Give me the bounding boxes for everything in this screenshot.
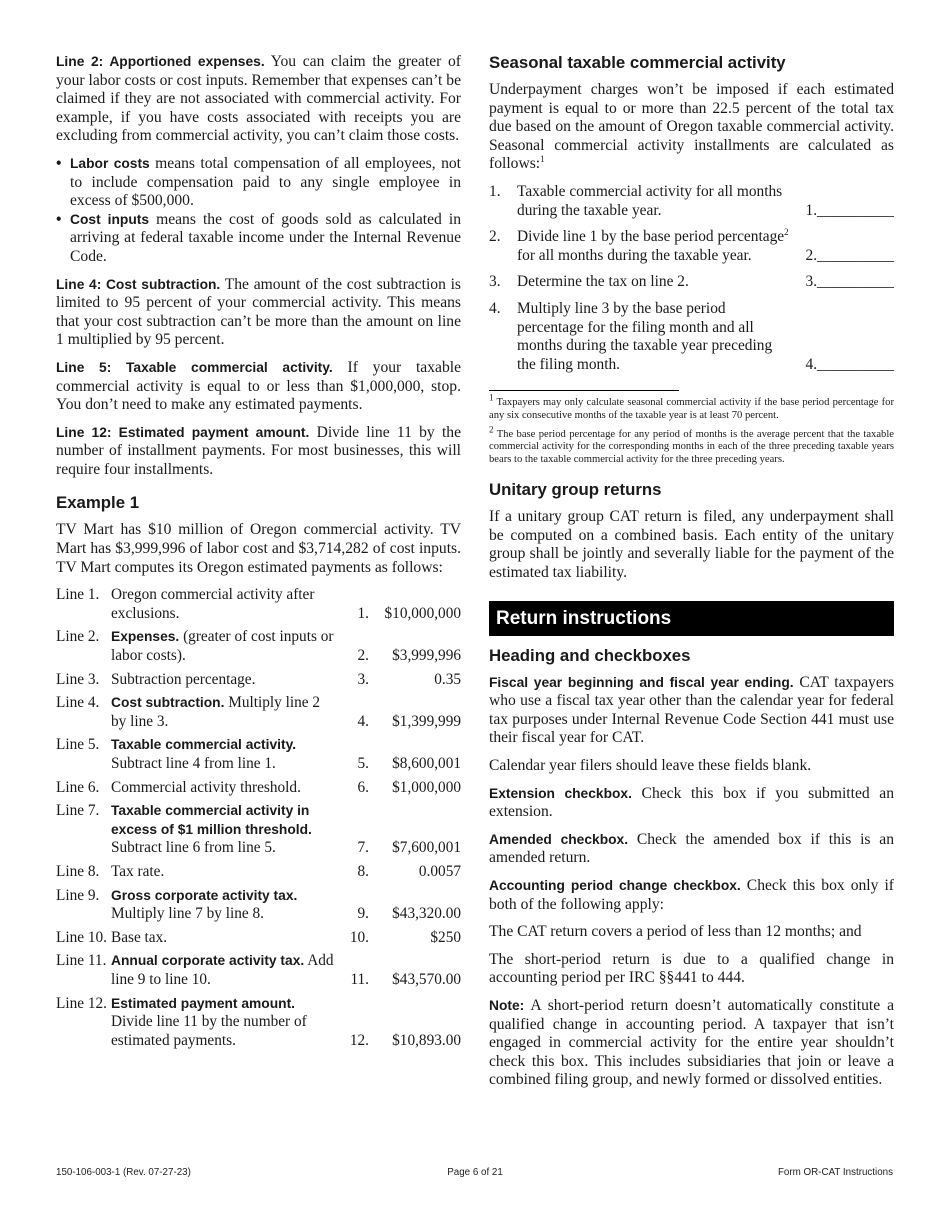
note-text: A short-period return doesn’t automatically constitute a qualified change in accounting period. A taxpayer that isn’t engaged in commercial activity for the entire year shouldn’t check this box. This includes subsidiaries that join or leave a combined filing group, and newly formed or dissolved entities. (489, 996, 894, 1089)
example-line-label: Line 6. (56, 778, 100, 796)
table-row (56, 586, 461, 628)
footnote-marker: 2 (489, 423, 494, 434)
unitary-text: If a unitary group CAT return is filed, any underpayment shall be computed on a combined basis. Each entity of the unitary group shall be jointly and severally liable for the payment of the estimated tax liability. (489, 508, 894, 582)
example-line-value: $1,000,000 (392, 778, 461, 796)
example-line-label: Line 12. (56, 994, 107, 1012)
example-line-label: Line 2. (56, 628, 100, 646)
example-line-description (111, 929, 337, 953)
line2-paragraph (56, 53, 461, 146)
line12-paragraph (56, 424, 461, 480)
table-row (56, 863, 461, 887)
step-text-main: Taxable commercial activity for all months during the taxable year. (517, 182, 783, 219)
condition-1: The CAT return covers a period of less than 12 months; and (489, 923, 862, 941)
example-line-number: 9. (357, 905, 369, 923)
example-line-text: Subtract line 6 from line 5. (111, 839, 276, 857)
example-line-label: Line 4. (56, 694, 100, 712)
example-line-number: 11. (350, 970, 369, 988)
example-line-label: Line 5. (56, 736, 100, 754)
footnote-divider (489, 390, 679, 391)
step-text (517, 300, 794, 382)
note-paragraph (489, 997, 894, 1090)
step-text (517, 183, 794, 228)
fiscal-paragraph (489, 674, 894, 748)
line2-text: You can claim the greater of your labor costs or cost inputs. Remember that expenses can’t be claimed if they are not associated with commercial activity. For example, if you have costs associated with receipts you are excluding from commercial activity, you can’t claim those costs. (56, 53, 461, 145)
step-number: 3. (489, 273, 501, 291)
seasonal-steps-table (489, 183, 894, 382)
example-line-number: 8. (357, 862, 369, 880)
example-line-number: 10. (349, 928, 369, 946)
example-table (56, 586, 461, 1055)
example-line-bold: Taxable commercial activity in excess of $1 million threshold. (111, 803, 312, 837)
table-row (56, 779, 461, 803)
example-line-text: Subtraction percentage. (111, 670, 256, 688)
example-line-value: $43,570.00 (392, 970, 461, 988)
cost-inputs-text: means the cost of goods sold as calculated in arriving at federal taxable income under the Internal Revenue Code. (70, 210, 461, 265)
fiscal-text: CAT taxpayers who use a fiscal tax year other than the calendar year for federal tax purposes under Internal Revenue Code Section 441 must use their fiscal year for CAT. (489, 673, 894, 747)
step-answer-blank: 2.__________ (805, 246, 894, 264)
line12-label: Line 12: Estimated payment amount. (56, 424, 310, 440)
footer-form-name: Form OR-CAT Instructions (777, 1167, 893, 1178)
table-row (56, 802, 461, 863)
step-answer-blank: 4.__________ (805, 355, 894, 373)
table-row (56, 887, 461, 929)
step-text-main: Determine the tax on line 2. (517, 273, 689, 291)
example-line-text: Subtract line 4 from line 1. (111, 755, 276, 772)
step-number: 4. (489, 299, 501, 317)
example-line-value: $1,399,999 (392, 712, 461, 730)
example-line-number: 3. (357, 670, 369, 688)
example-line-number: 12. (349, 1031, 369, 1049)
example-line-bold: Expenses. (111, 629, 180, 645)
example-line-description (111, 952, 337, 994)
example-line-bold: Estimated payment amount. (111, 995, 295, 1011)
table-row (56, 628, 461, 670)
example-line-description (111, 863, 337, 887)
example-line-label: Line 11. (56, 952, 107, 970)
example-line-value: $3,999,996 (392, 647, 461, 665)
table-row (489, 273, 894, 300)
example-line-number: 1. (357, 604, 369, 622)
example-line-description (111, 779, 337, 803)
example-line-text: (greater of cost inputs or labor costs). (111, 628, 334, 665)
line5-label: Line 5: Taxable commercial activity. (56, 359, 333, 375)
example-line-value: $10,893.00 (392, 1031, 461, 1049)
amended-text: Check the amended box if this is an amended return. (489, 830, 894, 867)
calendar-paragraph: Calendar year filers should leave these fields blank. (489, 757, 812, 775)
accounting-text: Check this box only if both of the following apply: (489, 877, 894, 913)
example-line-number: 6. (357, 778, 369, 796)
footnote (489, 423, 894, 467)
table-row (56, 952, 461, 994)
note-label: Note: (489, 997, 525, 1013)
step-text-main: Divide line 1 by the base period percentage (517, 228, 785, 246)
footnote-ref: 2 (784, 227, 789, 238)
step-text (517, 273, 794, 300)
example-line-number: 2. (357, 647, 369, 665)
seasonal-intro (489, 81, 894, 174)
step-text-after: for all months during the taxable year. (517, 246, 752, 264)
example-line-description (111, 802, 337, 863)
example-line-number: 7. (357, 839, 369, 857)
extension-paragraph (489, 785, 894, 822)
example-intro: TV Mart has $10 million of Oregon commercial activity. TV Mart has $3,999,996 of labor cost and $3,714,282 of cost inputs. TV Mart computes its Oregon estimated payments as follows: (56, 521, 461, 576)
heading-checkboxes-heading: Heading and checkboxes (489, 645, 691, 665)
cost-inputs-label: Cost inputs (70, 211, 150, 227)
amended-paragraph (489, 831, 894, 868)
unitary-heading: Unitary group returns (489, 480, 662, 500)
example-line-text: Multiply line 2 by line 3. (111, 694, 321, 730)
example-line-text: Multiply line 7 by line 8. (111, 905, 264, 923)
line4-text: The amount of the cost subtraction is limited to 95 percent of your commercial activity. This means that your cost subtraction can’t be more than the amount on line 1 multiplied by 95 percent. (56, 275, 462, 349)
right-column (489, 53, 894, 1099)
table-row (56, 671, 461, 695)
example-line-label: Line 10. (56, 928, 107, 946)
return-instructions-banner: Return instructions (489, 601, 894, 636)
example-line-bold: Cost subtraction. (111, 695, 225, 711)
expense-definitions-list (56, 155, 461, 267)
example-line-description (111, 628, 337, 670)
example-line-value: $250 (430, 928, 461, 946)
example-line-description (111, 671, 337, 695)
footnote-ref: 1 (540, 154, 545, 165)
table-row (56, 694, 461, 736)
example-line-value: $8,600,001 (392, 755, 461, 772)
line5-paragraph (56, 359, 461, 415)
footnote-text: Taxpayers may only calculate seasonal commercial activity if the base period percentage for any six consecutive months of the taxable year is at least 70 percent. (489, 397, 894, 421)
accounting-paragraph (489, 877, 894, 914)
example-line-label: Line 9. (56, 886, 100, 904)
table-row (489, 300, 894, 382)
extension-text: Check this box if you submitted an extension. (489, 784, 894, 821)
example-line-label: Line 7. (56, 802, 100, 820)
example-line-value: $43,320.00 (392, 905, 461, 923)
line4-paragraph (56, 276, 461, 350)
footnote-text: The base period percentage for any period of months is the average percent that the taxable commercial activity for the corresponding months in each of the three preceding taxable years bears to the taxable commercial activity for the three preceding years. (489, 428, 894, 465)
list-item (56, 211, 461, 267)
table-row (56, 929, 461, 953)
example-line-description (111, 995, 337, 1056)
example-line-bold: Taxable commercial activity. (111, 737, 297, 753)
example-line-bold: Gross corporate activity tax. (111, 887, 298, 903)
list-item (56, 155, 461, 211)
example-line-text: Divide line 11 by the number of estimated payments. (111, 1013, 307, 1049)
step-text (517, 228, 794, 273)
example-line-label: Line 3. (56, 670, 100, 688)
table-row (56, 995, 461, 1056)
example-line-number: 5. (357, 755, 369, 772)
example-line-description (111, 736, 337, 778)
example-line-number: 4. (357, 712, 369, 730)
example-line-text: Base tax. (111, 928, 168, 946)
line5-text: If your taxable commercial activity is equal to or less than $1,000,000, stop. You don’t need to make any estimated payments. (56, 358, 461, 414)
seasonal-intro-text: Underpayment charges won’t be imposed if each estimated payment is equal to or more than 22.5 percent of the total tax due based on the amount of Oregon taxable commercial activity. Seasonal commercial activity installments are calculated as follows: (489, 81, 894, 173)
amended-label: Amended checkbox. (489, 831, 629, 847)
table-row (56, 736, 461, 778)
accounting-label: Accounting period change checkbox. (489, 878, 741, 893)
example-line-text: Add line 9 to line 10. (111, 952, 334, 988)
example-line-label: Line 8. (56, 862, 100, 880)
footer-form-number: 150-106-003-1 (Rev. 07-27-23) (56, 1167, 191, 1178)
line12-text: Divide line 11 by the number of installment payments. For most businesses, this will require four installments. (56, 423, 461, 478)
example-line-text: Oregon commercial activity after exclusions. (111, 586, 315, 622)
example-line-bold: Annual corporate activity tax. (111, 953, 305, 969)
example-line-description (111, 586, 337, 628)
footnote-marker: 1 (489, 392, 494, 403)
step-answer-blank: 1.__________ (805, 201, 894, 219)
example-line-value: 0.0057 (418, 862, 461, 880)
step-text-main: Multiply line 3 by the base period percentage for the filing month and all months during the taxable year preceding the filing month. (517, 299, 773, 373)
line2-label: Line 2: Apportioned expenses. (56, 54, 265, 69)
extension-label: Extension checkbox. (489, 785, 632, 801)
footnotes (489, 392, 894, 466)
example-line-description (111, 887, 337, 929)
step-answer-blank: 3.__________ (805, 273, 894, 291)
example-line-value: 0.35 (434, 670, 461, 688)
example-line-text: Tax rate. (111, 862, 165, 880)
example-heading: Example 1 (56, 493, 140, 513)
condition-2: The short-period return is due to a qualified change in accounting period per IRC §§441 to 444. (489, 950, 894, 987)
step-number: 2. (489, 228, 501, 246)
line4-label: Line 4: Cost subtraction. (56, 276, 221, 292)
table-row (489, 183, 894, 228)
fiscal-label: Fiscal year beginning and fiscal year ending. (489, 674, 794, 690)
step-number: 1. (489, 182, 501, 200)
example-line-value: $10,000,000 (384, 604, 461, 622)
labor-costs-text: means total compensation of all employees, not to include compensation paid to any single employee in excess of $500,000. (70, 154, 461, 210)
seasonal-heading: Seasonal taxable commercial activity (489, 53, 786, 72)
labor-costs-label: Labor costs (70, 155, 150, 171)
left-column (56, 53, 461, 1055)
example-line-description (111, 694, 337, 736)
example-line-value: $7,600,001 (392, 839, 461, 857)
table-row (489, 228, 894, 273)
footnote (489, 392, 894, 422)
example-line-text: Commercial activity threshold. (111, 778, 301, 796)
example-line-label: Line 1. (56, 586, 100, 604)
footer-page-number: Page 6 of 21 (447, 1167, 503, 1178)
